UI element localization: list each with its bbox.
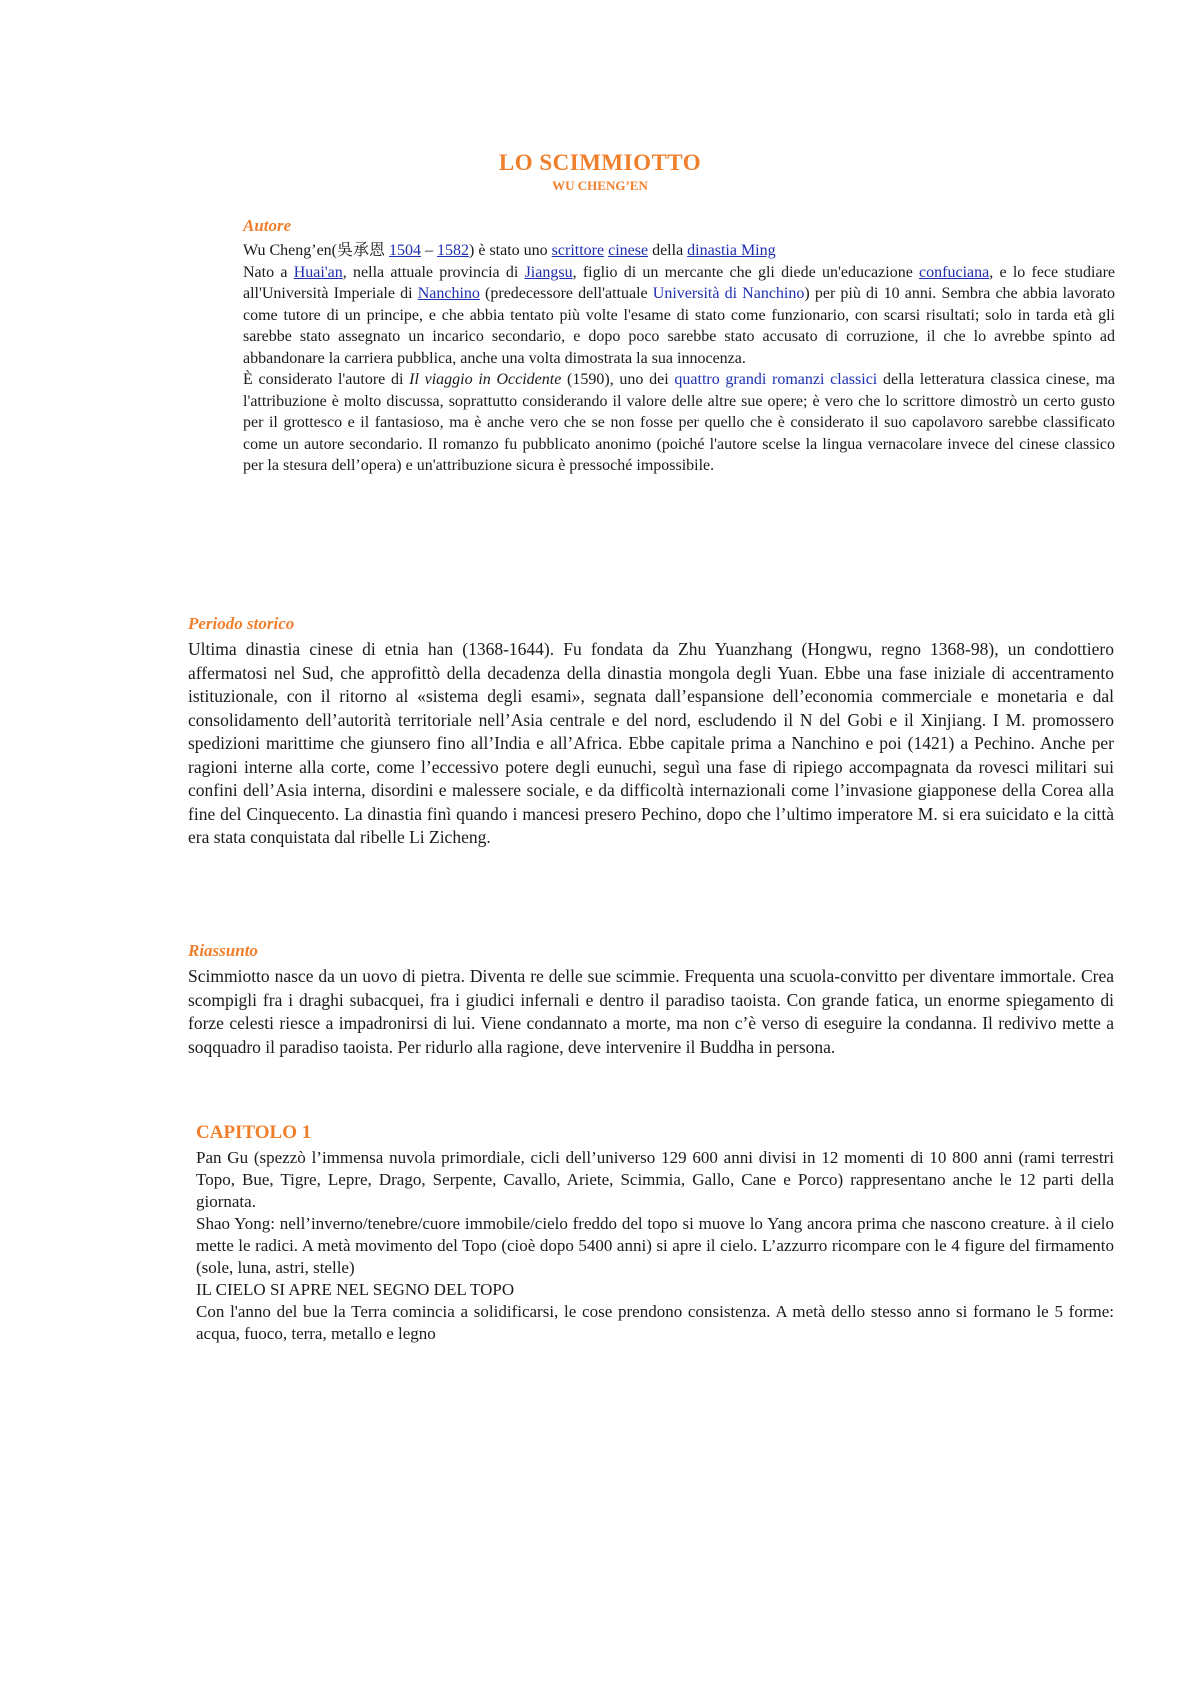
riassunto-paragraph: Scimmiotto nasce da un uovo di pietra. Diventa re delle sue scimmie. Frequenta una scuola-convitto per diventare immortale. Crea scompigli fra i draghi subacquei, fra i giudici infernali e dentro il paradiso taoista. Con grande fatica, un enorme spiegamento di forze celesti riesce a impadronirsi di lui. Viene condannato a morte, ma non c’è verso di eseguire la condanna. Il redivivo mette a soqquadro il paradiso taoista. Per ridurlo alla ragione, deve intervenire il Buddha in persona. [188, 966, 1114, 1057]
link-cinese[interactable]: cinese [608, 242, 649, 259]
link-huaian[interactable]: Huai'an [293, 263, 343, 281]
link-scrittore[interactable]: scrittore [551, 242, 605, 259]
autore-section [243, 240, 1115, 477]
text: – [421, 242, 438, 259]
capitolo-paragraph-2: Shao Yong: nell’inverno/tenebre/cuore immobile/cielo freddo del topo si muove lo Yang ancora prima che nascono creature. à il cielo mette le radici. A metà movimento del Topo (cioè dopo 5400 anni) si apre il cielo. L’azzurro ricompare con le 4 figure del firmamento (sole, luna, astri, stelle) [196, 1214, 1114, 1277]
link-confuciana[interactable]: confuciana [919, 263, 990, 281]
capitolo-paragraph-3: IL CIELO SI APRE NEL SEGNO DEL TOPO [196, 1280, 515, 1299]
capitolo-paragraph-1: Pan Gu (spezzò l’immensa nuvola primordiale, cicli dell’universo 129 600 anni divisi in 12 momenti di 10 800 anni (rami terrestri Topo, Bue, Tigre, Lepre, Drago, Serpente, Cavallo, Ariete, Scimmia, Gallo, Cane e Porco) rappresentano anche le 12 parti della giornata. [196, 1148, 1114, 1211]
link-1582[interactable]: 1582 [437, 242, 470, 259]
link-nanchino[interactable]: Nanchino [417, 285, 480, 302]
link-1504[interactable]: 1504 [389, 242, 422, 259]
book-title: Il viaggio in Occidente [409, 371, 562, 388]
section-heading-capitolo-1: CAPITOLO 1 [196, 1122, 312, 1143]
capitolo-paragraph-4: Con l'anno del bue la Terra comincia a solidificarsi, le cose prendono consistenza. A metà dello stesso anno si formano le 5 forme: acqua, fuoco, terra, metallo e legno [196, 1302, 1114, 1343]
section-heading-autore: Autore [243, 216, 292, 235]
text: Wu Cheng’en( [243, 242, 337, 259]
text: Nato a [243, 263, 294, 281]
autore-line-1 [243, 240, 1115, 262]
document-title: LO SCIMMIOTTO [498, 150, 702, 175]
text: della letteratura classica cinese, ma l'attribuzione è molto discussa, soprattutto considerando il valore delle altre sue opere; è vero che lo scrittore dimostrò un certo gusto per il grottesco e il fantasioso, ma è anche vero che se non fosse per quello che è considerato il suo capolavoro sarebbe classificato come un autore secondario. Il romanzo fu pubblicato anonimo (poiché l'autore scelse la lingua vernacolare invece del cinese classico per la stesura dell’opera) e un'attribuzione sicura è pressoché impossibile. [243, 371, 1116, 474]
section-heading-periodo-storico: Periodo storico [188, 614, 295, 633]
text: , e lo fece studiare all'Università Imperiale di [243, 263, 1116, 302]
document-subtitle: WU CHENG’EN [552, 178, 648, 193]
quattro-grandi-romanzi: quattro grandi romanzi classici [674, 371, 878, 388]
text: della [648, 242, 688, 259]
text: (predecessore dell'attuale [479, 285, 653, 302]
autore-paragraph-3 [243, 369, 1115, 477]
section-heading-riassunto: Riassunto [188, 941, 258, 960]
riassunto-text [188, 965, 1114, 1059]
text: ) è stato uno [469, 242, 552, 259]
text: (1590), uno dei [561, 371, 675, 388]
text: ) per più di 10 anni. Sembra che abbia lavorato come tutore di un principe, e che abbia tentato più volte l'esame di stato come funzionario, con scarsi risultati; solo in tarda età gli sarebbe stato assegnato un incarico secondario, e dopo poco sarebbe stato accusato di corruzione, il che lo avrebbe spinto ad abbandonare la carriera pubblica, anche una volta dimostrata la sua innocenza. [243, 285, 1116, 367]
text: È considerato l'autore di [243, 371, 410, 388]
periodo-paragraph: Ultima dinastia cinese di etnia han (1368-1644). Fu fondata da Zhu Yuanzhang (Hongwu, regno 1368-98), un condottiero affermatosi nel Sud, che approfittò della decadenza della dinastia mongola degli Yuan. Ebbe una fase iniziale di accentramento istituzionale, con il ritorno al «sistema degli esami», segnata dall’espansione dell’economia commerciale e monetaria e dal consolidamento dell’autorità territoriale nell’Asia centrale e del nord, escludendo il N del Gobi e il Xinjiang. I M. promossero spedizioni marittime che giunsero fino all’India e all’Africa. Ebbe capitale prima a Nanchino e poi (1421) a Pechino. Anche per ragioni interne alla corte, come l’eccessivo potere degli eunuchi, seguì una fase di ripiego accompagnata da rovesci militari sui confini dell’Asia interna, disordini e malessere sociale, e da difficoltà internazionali come l’invasione giapponese della Corea alla fine del Cinquecento. La dinastia finì quando i mancesi presero Pechino, dopo che l’ultimo imperatore M. si era suicidato e la città era stata conquistata dal ribelle Li Zicheng. [188, 639, 1114, 847]
link-dinastia-ming[interactable]: dinastia Ming [687, 242, 776, 259]
text: , nella attuale provincia di [342, 263, 525, 281]
universita-nanchino: Università di Nanchino [652, 285, 805, 302]
text: , figlio di un mercante che gli diede un'educazione [572, 263, 920, 281]
autore-paragraph-2 [243, 262, 1115, 370]
chinese-name: 吳承恩 [337, 242, 386, 259]
capitolo-1-text [196, 1147, 1114, 1345]
periodo-storico-text [188, 638, 1114, 850]
link-jiangsu[interactable]: Jiangsu [524, 263, 573, 281]
